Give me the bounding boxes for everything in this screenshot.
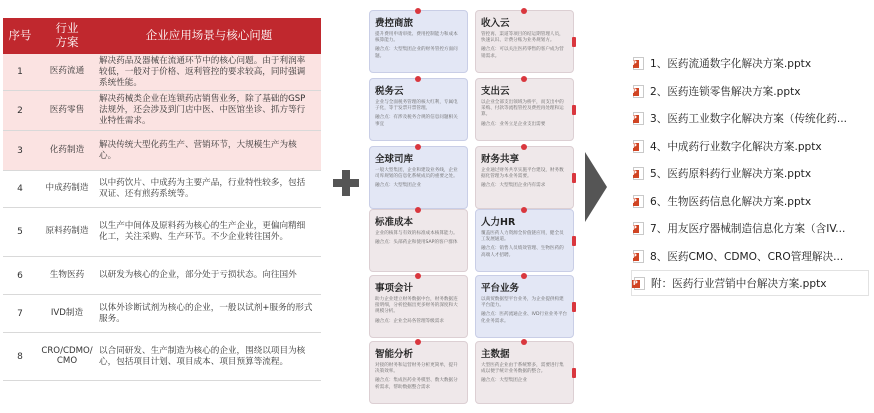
table-row bbox=[3, 295, 321, 333]
card-desc: 覆盖医药人力资源全价值链应用，健全员工发展通道。 bbox=[481, 231, 564, 243]
pptx-icon bbox=[633, 222, 644, 235]
file-name: 6、生物医药信息化解决方案.pptx bbox=[650, 195, 812, 208]
solution-cards bbox=[369, 10, 577, 405]
file-name: 2、医药连锁零售解决方案.pptx bbox=[650, 85, 801, 98]
card-title: 主数据 bbox=[481, 349, 510, 360]
row-no: 8 bbox=[17, 351, 23, 362]
pptx-icon bbox=[633, 57, 644, 70]
card-title: 收入云 bbox=[481, 18, 510, 29]
card-foot: 融合点：大型集团企业的财务管控方面问题。 bbox=[375, 47, 458, 59]
file-item[interactable] bbox=[633, 243, 869, 271]
card-revenue[interactable] bbox=[475, 10, 574, 73]
file-item[interactable] bbox=[633, 188, 869, 216]
pptx-icon bbox=[634, 277, 645, 290]
card-title: 税务云 bbox=[375, 86, 404, 97]
file-name: 5、医药原料药行业解决方案.pptx bbox=[650, 168, 812, 181]
table-row bbox=[3, 257, 321, 295]
row-no: 3 bbox=[17, 145, 23, 156]
file-list bbox=[633, 50, 869, 296]
card-desc: 提升费用申请审批、费用控制能力和成本核算能力。 bbox=[375, 32, 458, 44]
table-row bbox=[3, 131, 321, 171]
card-title: 人力HR bbox=[481, 217, 516, 228]
row-desc: 以合同研发、生产制造为核心的企业，围绕以项目为核心，包括项目计划、项目成本、项目预算等流程。 bbox=[99, 345, 306, 367]
card-master-data[interactable] bbox=[475, 341, 574, 404]
card-desc: 大型医药企业由于系统繁多，需要进行集成以便于统计业务数据的整合。 bbox=[481, 363, 564, 375]
header-scenario: 企业应用场景与核心问题 bbox=[145, 28, 273, 43]
industry-table bbox=[3, 18, 321, 381]
card-title: 事项会计 bbox=[375, 283, 414, 294]
file-item[interactable] bbox=[633, 50, 869, 78]
pptx-icon bbox=[633, 112, 644, 125]
row-desc: 以研发为核心的企业，部分处于亏损状态。向往国外 bbox=[99, 270, 297, 280]
card-title: 费控商旅 bbox=[375, 18, 414, 29]
card-spend[interactable] bbox=[475, 78, 574, 141]
row-no: 7 bbox=[17, 308, 23, 319]
table-row bbox=[3, 91, 321, 131]
card-foot: 融合点：可以关注医药零售的客户成为营销需求。 bbox=[481, 47, 564, 59]
card-foot: 融合点：医药流通企业、IVD行业业务平台化业务需求。 bbox=[481, 312, 568, 324]
file-item[interactable] bbox=[633, 78, 869, 106]
table-row bbox=[3, 208, 321, 257]
card-title: 标准成本 bbox=[375, 217, 414, 228]
file-item[interactable] bbox=[633, 133, 869, 161]
header-no: 序号 bbox=[8, 28, 32, 43]
file-item[interactable] bbox=[633, 215, 869, 243]
table-row bbox=[3, 54, 321, 91]
file-item[interactable] bbox=[633, 160, 869, 188]
table-row bbox=[3, 333, 321, 381]
card-title: 全球司库 bbox=[375, 154, 414, 165]
table-header bbox=[3, 18, 321, 54]
card-desc: 对接的财务和运营财务分析更简单，提升决策效率。 bbox=[375, 363, 458, 375]
row-industry: CRO/CDMO/CMO bbox=[41, 345, 93, 366]
card-desc: 一般大型集团，企业和建设业务线，企业司库规划的信息化系统成员的重要之处。 bbox=[375, 168, 458, 180]
card-foot: 融合点：有涉及税务合规的信息问题相关事宜 bbox=[375, 115, 458, 127]
row-desc: 以中药饮片、中成药为主要产品，行业特性较多，包括双证、还有煎药系统等。 bbox=[99, 178, 306, 199]
card-title: 平台业务 bbox=[481, 283, 520, 294]
card-foot: 融合点：企业全局各管理等级需求 bbox=[375, 318, 444, 324]
pptx-icon bbox=[633, 140, 644, 153]
file-name: 3、医药工业数字化解决方案（传统化药... bbox=[650, 113, 847, 126]
card-foot: 融合点：业务立足企业支出需要 bbox=[481, 121, 546, 127]
card-title: 支出云 bbox=[481, 86, 510, 97]
card-platform[interactable] bbox=[475, 275, 574, 338]
plus-icon bbox=[333, 170, 359, 196]
row-no: 6 bbox=[17, 270, 23, 281]
row-industry: IVD制造 bbox=[50, 307, 84, 318]
file-item[interactable] bbox=[633, 105, 869, 133]
row-desc: 解决传统大型化药生产、营销环节，大规模生产为核心。 bbox=[99, 139, 297, 161]
row-no: 2 bbox=[17, 105, 23, 116]
card-title: 智能分析 bbox=[375, 349, 414, 360]
row-industry: 化药制造 bbox=[49, 144, 85, 155]
table-row bbox=[3, 171, 321, 208]
row-industry: 原料药制造 bbox=[45, 226, 89, 237]
card-standard-cost[interactable] bbox=[369, 209, 468, 272]
card-desc: 以商贸数据型平台业务，为企业提供构建平台能力。 bbox=[481, 297, 564, 309]
file-name: 1、医药流通数字化解决方案.pptx bbox=[650, 58, 812, 71]
file-name: 7、用友医疗器械制造信息化方案（含IV... bbox=[650, 223, 846, 236]
card-desc: 管控再、渠道等项目的结运期管理人员，快速认识、计费分账为业务规划方。 bbox=[481, 32, 564, 44]
header-industry: 行业 方案 bbox=[55, 21, 79, 49]
row-desc: 以生产中间体及原料药为核心的生产企业，更偏向精细化工，关注采购、生产环节。不少企业转往国外。 bbox=[99, 221, 306, 242]
card-foot: 融合点：大型集团企业 bbox=[481, 378, 527, 384]
card-analytics[interactable] bbox=[369, 341, 468, 404]
row-industry: 医药零售 bbox=[49, 104, 85, 115]
pptx-icon bbox=[633, 195, 644, 208]
file-item[interactable] bbox=[631, 270, 869, 296]
card-desc: 以企业全部支出领域为桥平，而支出中的采购、付款等流程管控及费控再处理和运算。 bbox=[481, 100, 564, 118]
row-no: 4 bbox=[17, 184, 23, 194]
row-industry: 生物医药 bbox=[49, 269, 85, 280]
card-foot: 融合点：销售人员绩效管理、生物医药的高端人才招聘。 bbox=[481, 246, 564, 258]
card-event-accounting[interactable] bbox=[369, 275, 468, 338]
file-name: 8、医药CMO、CDMO、CRO管理解决... bbox=[650, 250, 844, 263]
card-desc: 助力企业建立财务数据中台，财务数据连接明细，分析挖掘出更多财务的深度和大规模分析。 bbox=[375, 297, 458, 315]
file-name: 4、中成药行业数字化解决方案.pptx bbox=[650, 140, 822, 153]
card-foot: 融合点：集成医药业务模型、数大数据分析需求，帮助数据整合需求 bbox=[375, 378, 458, 390]
card-shared-finance[interactable] bbox=[475, 146, 574, 209]
row-industry: 中成药制造 bbox=[45, 183, 89, 194]
row-industry: 医药流通 bbox=[49, 66, 85, 77]
card-foot: 融合点：头部药企和使用SAP的客户群体 bbox=[375, 240, 458, 246]
card-hr[interactable] bbox=[475, 209, 574, 272]
card-tax[interactable] bbox=[369, 78, 468, 141]
arrow-right-icon bbox=[585, 152, 607, 222]
row-desc: 解决药械类企业在连锁药店销售业务，除了基础的GSP法规外，还会涉及到门店中医、中医馆坐诊、抓方等行业特性需求。 bbox=[99, 94, 306, 126]
row-desc: 以体外诊断试剂为核心的企业，一般以试剂+服务的形式服务。 bbox=[99, 302, 313, 324]
card-desc: 企业通过财务共享实施平台建设，财务数据化管理为本业务需要。 bbox=[481, 168, 564, 180]
card-treasury[interactable] bbox=[369, 146, 468, 209]
row-desc: 解决药品及器械在流通环节中的核心问题。由于利润率较低，一般对于价格、返利管控的要求较高，同时强调系统性能。 bbox=[99, 55, 306, 88]
row-no: 1 bbox=[17, 67, 23, 77]
card-foot: 融合点：大型集团企业内有需求 bbox=[481, 183, 546, 189]
card-desc: 企业的核算与有效的标准成本核算能力。 bbox=[375, 231, 458, 236]
card-desc: 企业与全面税务管理的核大红利，专属电子化，等于发票开票管理。 bbox=[375, 100, 458, 112]
card-foot: 融合点：大型集团企业 bbox=[375, 183, 421, 189]
pptx-icon bbox=[633, 85, 644, 98]
pptx-icon bbox=[633, 167, 644, 180]
file-name: 附：医药行业营销中台解决方案.pptx bbox=[651, 277, 827, 290]
pptx-icon bbox=[633, 250, 644, 263]
card-expense[interactable] bbox=[369, 10, 468, 73]
card-title: 财务共享 bbox=[481, 154, 520, 165]
row-no: 5 bbox=[17, 227, 23, 237]
